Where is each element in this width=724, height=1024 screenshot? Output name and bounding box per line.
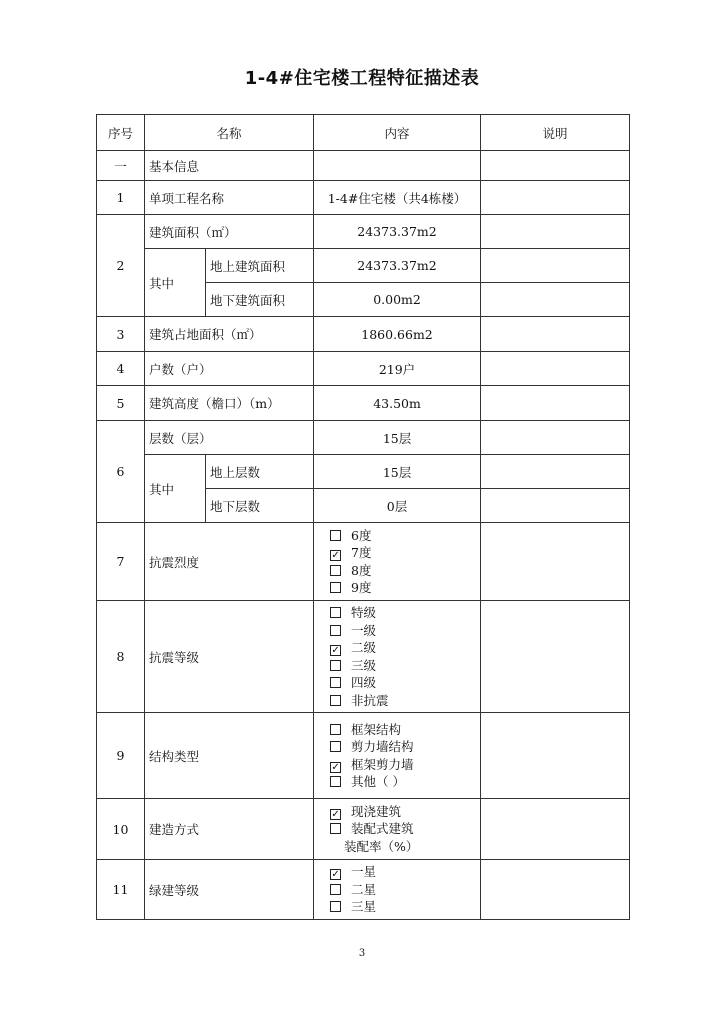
row-sub-name: 地下层数 (206, 489, 314, 523)
document-title: 1-4#住宅楼工程特征描述表 (244, 68, 480, 89)
checkbox-list (318, 803, 476, 838)
row-remark (481, 151, 630, 181)
row-remark (481, 352, 630, 386)
checked-box-icon[interactable]: ✓ (331, 550, 340, 561)
table-row (97, 799, 630, 860)
checkbox-option (318, 544, 476, 562)
checkbox-label: 6度 (351, 527, 372, 543)
row-name: 建筑面积（㎡） (145, 215, 314, 249)
checkbox-label: 8度 (351, 562, 372, 578)
row-remark (481, 713, 630, 799)
row-name: 绿建等级 (145, 860, 314, 920)
checkbox-label: 一级 (351, 622, 377, 638)
row-sub-label: 其中 (145, 249, 206, 317)
table-row (97, 455, 630, 489)
checkbox-label: 三级 (351, 657, 377, 673)
checkbox-option (318, 863, 476, 881)
row-no: 11 (97, 860, 145, 920)
checkbox-label: 框架结构 (351, 721, 402, 737)
row-no: 4 (97, 352, 145, 386)
row-no: 9 (97, 713, 145, 799)
checkbox-label: 三星 (351, 899, 377, 915)
checkbox-icon[interactable] (330, 530, 341, 541)
row-no: 1 (97, 181, 145, 215)
checkbox-icon[interactable] (330, 565, 341, 576)
checkbox-option (318, 721, 476, 739)
checkbox-label: 特级 (351, 605, 377, 620)
row-content: 0.00m2 (314, 283, 481, 317)
checkbox-group (314, 860, 481, 920)
row-content: 1-4#住宅楼（共4栋楼） (314, 181, 481, 215)
checked-box-icon[interactable]: ✓ (331, 761, 340, 773)
table-row (97, 317, 630, 352)
checkbox-label: 9度 (351, 580, 372, 595)
checkbox-label: 二星 (351, 881, 377, 897)
prefab-ratio-note: 装配率（%） (344, 838, 419, 854)
checked-box-icon[interactable]: ✓ (331, 808, 340, 820)
checkbox-label: 框架剪力墙 (351, 756, 414, 772)
checkbox-icon[interactable] (330, 724, 341, 735)
checkbox-label: 一星 (351, 864, 377, 880)
row-no: 6 (97, 421, 145, 523)
row-content: 1860.66m2 (314, 317, 481, 352)
row-name: 结构类型 (145, 713, 314, 799)
checkbox-label: 现浇建筑 (351, 803, 402, 819)
checkbox-option (318, 820, 476, 838)
row-no: 5 (97, 386, 145, 421)
row-remark (481, 455, 630, 489)
row-remark (481, 386, 630, 421)
checkbox-option (318, 657, 476, 675)
row-name: 单项工程名称 (145, 181, 314, 215)
header-remark: 说明 (481, 115, 630, 151)
checkbox-option (318, 692, 476, 710)
row-remark (481, 421, 630, 455)
checkbox-option (318, 604, 476, 622)
table-row (97, 860, 630, 920)
page-number: 3 (358, 948, 366, 959)
checkbox-group (314, 601, 481, 713)
row-no: 3 (97, 317, 145, 352)
checkbox-label: 四级 (351, 675, 377, 690)
checkbox-option (318, 898, 476, 916)
checkbox-label: 装配式建筑 (351, 821, 414, 837)
checkbox-icon[interactable] (330, 741, 341, 752)
row-remark (481, 489, 630, 523)
row-no: 一 (97, 151, 145, 181)
checked-box-icon[interactable]: ✓ (331, 869, 340, 881)
row-remark (481, 523, 630, 601)
row-no: 8 (97, 601, 145, 713)
row-remark (481, 317, 630, 352)
row-name: 抗震等级 (145, 601, 314, 713)
checkbox-icon[interactable] (330, 582, 341, 593)
checkbox-option (318, 639, 476, 657)
checkbox-label: 其他（ ） (351, 774, 405, 789)
checkbox-label: 二级 (351, 640, 377, 655)
checkbox-icon[interactable] (330, 677, 341, 688)
checkbox-group (314, 799, 481, 860)
checkbox-option (318, 773, 476, 791)
row-no: 2 (97, 215, 145, 317)
row-remark (481, 601, 630, 713)
checkbox-group (314, 713, 481, 799)
checkbox-icon[interactable] (330, 625, 341, 636)
checkbox-option (318, 527, 476, 545)
checkbox-option (318, 881, 476, 899)
row-name: 建筑占地面积（㎡） (145, 317, 314, 352)
checkbox-option (318, 738, 476, 756)
table-row (97, 215, 630, 249)
checkbox-icon[interactable] (330, 695, 341, 706)
row-name: 户数（户） (145, 352, 314, 386)
checkbox-icon[interactable] (330, 660, 341, 671)
row-remark (481, 799, 630, 860)
spec-table (96, 114, 630, 920)
checkbox-icon[interactable] (330, 884, 341, 895)
table-row (97, 249, 630, 283)
row-sub-label: 其中 (145, 455, 206, 523)
checkbox-option (318, 756, 476, 774)
header-row (97, 115, 630, 151)
row-content: 24373.37m2 (314, 249, 481, 283)
header-name: 名称 (145, 115, 314, 151)
checkbox-icon[interactable] (330, 776, 341, 787)
table-row (97, 386, 630, 421)
row-content: 15层 (314, 421, 481, 455)
table-row (97, 523, 630, 601)
row-name: 层数（层） (145, 421, 314, 455)
checkbox-option (318, 803, 476, 821)
checkbox-label: 非抗震 (351, 692, 389, 708)
checkbox-option (318, 562, 476, 580)
row-name: 建筑高度（檐口）（m） (145, 386, 314, 421)
table-row (97, 713, 630, 799)
row-name: 建造方式 (145, 799, 314, 860)
row-content: 0层 (314, 489, 481, 523)
row-sub-name: 地上层数 (206, 455, 314, 489)
table-row (97, 601, 630, 713)
row-remark (481, 283, 630, 317)
row-content: 219户 (314, 352, 481, 386)
row-sub-name: 地上建筑面积 (206, 249, 314, 283)
row-content: 43.50m (314, 386, 481, 421)
row-content (314, 151, 481, 181)
checkbox-option (318, 579, 476, 597)
checkbox-label: 剪力墙结构 (351, 739, 414, 754)
checkbox-icon[interactable] (330, 901, 341, 912)
row-name: 基本信息 (145, 151, 314, 181)
checkbox-group (314, 523, 481, 601)
checkbox-icon[interactable] (330, 607, 341, 618)
row-content: 24373.37m2 (314, 215, 481, 249)
row-remark (481, 181, 630, 215)
table-row (97, 421, 630, 455)
checkbox-label: 7度 (351, 545, 372, 560)
row-remark (481, 215, 630, 249)
row-name: 抗震烈度 (145, 523, 314, 601)
table-row (97, 181, 630, 215)
checkbox-option (318, 622, 476, 640)
row-remark (481, 860, 630, 920)
checkbox-icon[interactable] (330, 823, 341, 834)
row-remark (481, 249, 630, 283)
checked-box-icon[interactable]: ✓ (331, 645, 340, 656)
table-row (97, 151, 630, 181)
row-no: 10 (97, 799, 145, 860)
checkbox-option (318, 674, 476, 692)
header-content: 内容 (314, 115, 481, 151)
row-content: 15层 (314, 455, 481, 489)
table-row (97, 352, 630, 386)
row-sub-name: 地下建筑面积 (206, 283, 314, 317)
row-no: 7 (97, 523, 145, 601)
header-no: 序号 (97, 115, 145, 151)
